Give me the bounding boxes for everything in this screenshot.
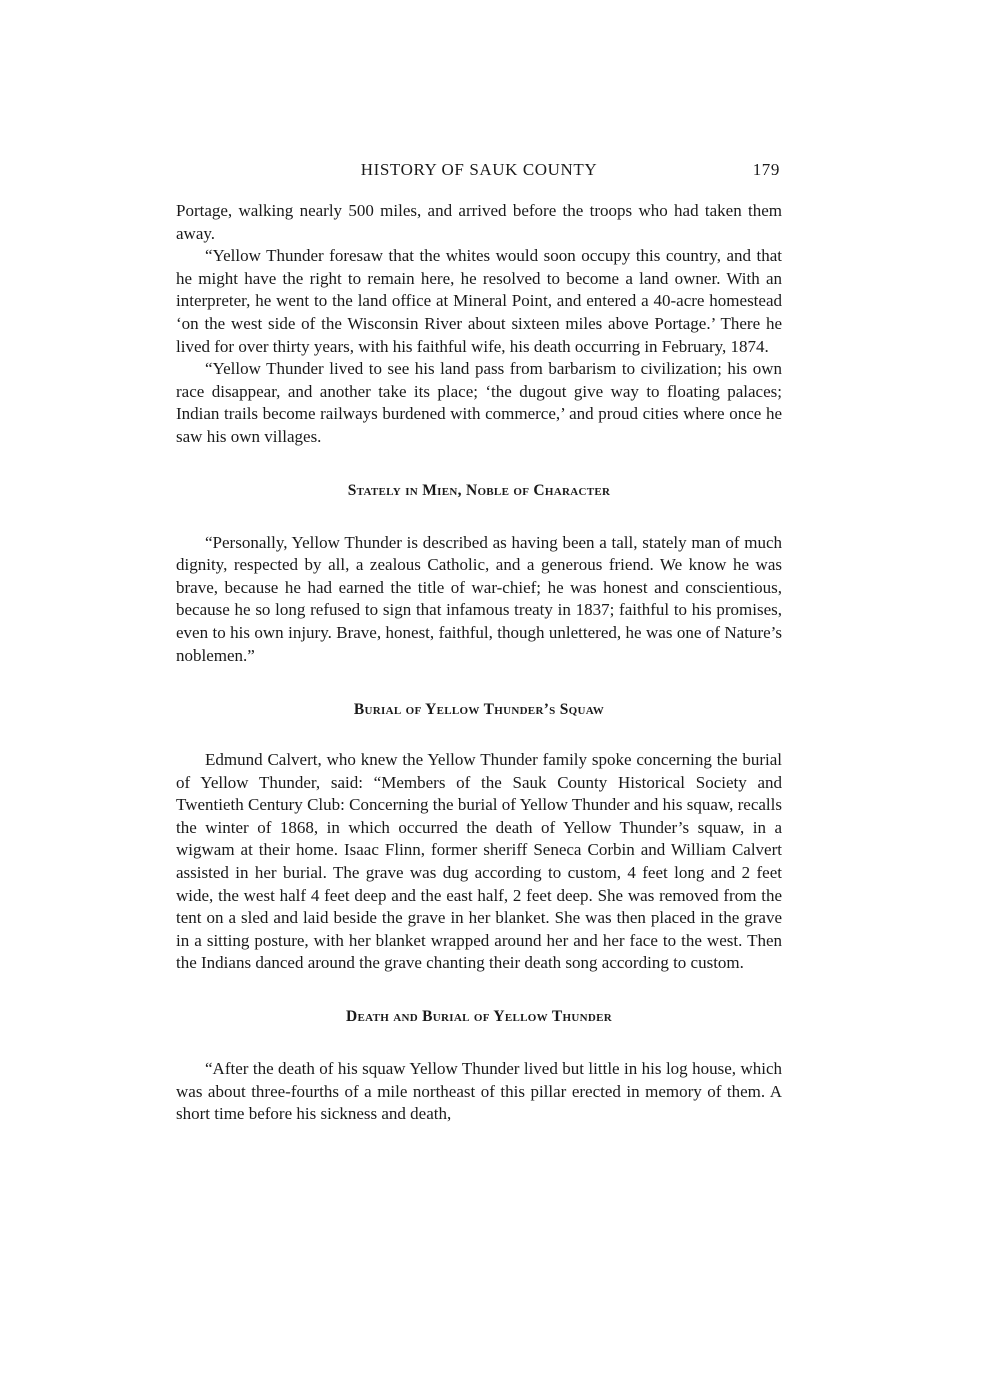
paragraph-homestead: “Yellow Thunder foresaw that the whites would soon occupy this country, and that he might have the right to remain here, he resolved to become a land owner. With an interpreter, he went to the land office at Mineral Point, and entered a 40-acre homestead ‘on the west side of the Wisconsin River about sixteen miles above Portage.’ There he lived for over thirty years, with his faithful wife, his death occurring in February, 1874. — [176, 246, 782, 356]
paragraph-civilization: “Yellow Thunder lived to see his land pass from barbarism to civilization; his own race disappear, and another take its place; ‘the dugout give way to floating palaces; Indian trails become railways burdened with commerce,’ and proud cities where once he saw his own villages. — [176, 359, 782, 446]
running-head — [176, 156, 782, 186]
paragraph-continuation: Portage, walking nearly 500 miles, and arrived before the troops who had taken them away. — [176, 201, 782, 243]
section-heading-stately: Stately in Mien, Noble of Character — [347, 481, 611, 499]
paragraph-calvert: Edmund Calvert, who knew the Yellow Thunder family spoke concerning the burial of Yellow Thunder, said: “Members of the Sauk County Historical Society and Twentieth Century Club: Concerning the burial of Yellow Thunder and his squaw, recalls the winter of 1868, in which occurred the death of Yellow Thunder’s squaw, in a wigwam at their home. Isaac Flinn, former sheriff Seneca Corbin and William Calvert assisted in her burial. The grave was dug according to custom, 4 feet long and 2 feet wide, the west half 4 feet deep and the east half, 2 feet deep. She was removed from the tent on a sled and laid beside the grave in her blanket. She was then placed in the grave in a sitting posture, with her blanket wrapped around her and her face to the west. Then the Indians danced around the grave chanting their death song according to custom. — [176, 750, 782, 973]
running-title: HISTORY OF SAUK COUNTY — [360, 160, 598, 179]
book-page — [176, 156, 782, 1126]
section-heading-death-burial: Death and Burial of Yellow Thunder — [346, 1008, 612, 1026]
paragraph-after-death: “After the death of his squaw Yellow Thunder lived but little in his log house, which was about three-fourths of a mile northeast of this pillar erected in memory of them. A short time before his sickness and death, — [176, 1059, 782, 1124]
section-heading-burial-squaw: Burial of Yellow Thunder’s Squaw — [353, 701, 605, 719]
paragraph-personally: “Personally, Yellow Thunder is described as having been a tall, stately man of much dignity, respected by all, a zealous Catholic, and a generous friend. We know he was brave, because he had earned the title of war-chief; he was honest and conscientious, because he so long refused to sign that infamous treaty in 1837; faithful to his promises, even to his own injury. Brave, honest, faithful, though unlettered, he was one of Nature’s noblemen.” — [176, 532, 782, 665]
page-number: 179 — [752, 160, 780, 179]
